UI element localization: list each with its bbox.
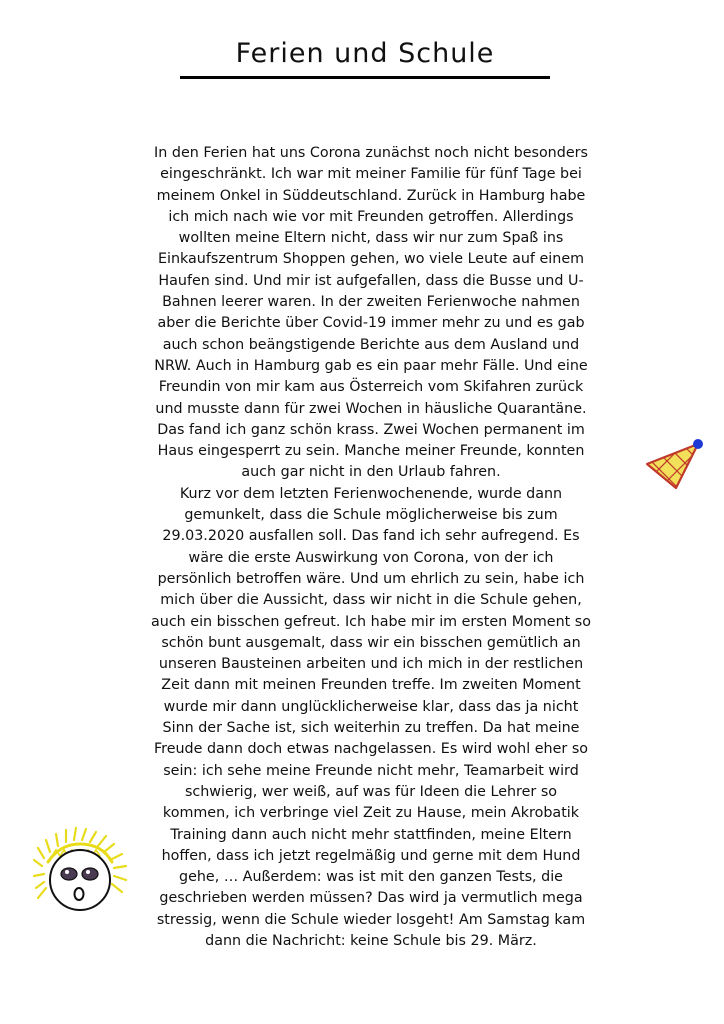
party-hat-icon <box>644 434 706 492</box>
title-underline <box>180 76 550 79</box>
paragraph-1: In den Ferien hat uns Corona zunächst noch nicht besonders eingeschränkt. Ich war mit meiner Familie für fünf Tage bei meinem Onkel in Süddeutschland. Zurück in Hamburg habe ich mich nach wie vor mit Freunden getroffen. Allerdings wollten meine Eltern nicht, dass wir nur zum Spaß ins Einkaufszentrum Shoppen gehen, wo viele Leute auf einem Haufen sind. Und mir ist aufgefallen, dass die Busse und U- Bahnen leerer waren. In der zweiten Ferienwoche nahmen aber die Berichte über Covid-19 immer mehr zu und es gab auch schon beängstigende Berichte aus dem Ausland und NRW. Auch in Hamburg gab es ein paar mehr Fälle. Und eine Freundin von mir kam aus Österreich vom Skifahren zurück und musste dann für zwei Wochen in häusliche Quarantäne. Das fand ich ganz schön krass. Zwei Wochen permanent im Haus eingesperrt zu sein. Manche meiner Freunde, konnten auch gar nicht in den Urlaub fahren. <box>154 145 588 481</box>
surprised-face-icon <box>30 826 130 926</box>
paragraph-2: Kurz vor dem letzten Ferienwochenende, wurde dann gemunkelt, dass die Schule möglicherweise bis zum 29.03.2020 ausfallen soll. Das fand ich sehr aufregend. Es wäre die erste Auswirkung von Corona, von der ich persönlich betroffen wäre. Und um ehrlich zu sein, habe ich mich über die Aussicht, dass wir nicht in die Schule gehen, auch ein bisschen gefreut. Ich habe mir im ersten Moment so schön bunt ausgemalt, dass wir ein bisschen gemütlich an unseren Bausteinen arbeiten und ich mich in der restlichen Zeit dann mit meinen Freunden treffe. Im zweiten Moment wurde mir dann unglücklicherweise klar, dass das ja nicht Sinn der Sache ist, sich weiterhin zu treffen. Da hat meine Freude dann doch etwas nachgelassen. Es wird wohl eher so sein: ich sehe meine Freunde nicht mehr, Teamarbeit wird schwierig, wer weiß, auf was für Ideen die Lehrer so kommen, ich verbringe viel Zeit zu Hause, mein Akrobatik Training dann auch nicht mehr stattfinden, meine Eltern hoffen, dass ich jetzt regelmäßig und gerne mit dem Hund gehe, … Außerdem: was ist mit den ganzen Tests, die geschrieben werden müssen? Das wird ja vermutlich mega stressig, wenn die Schule wieder losgeht! Am Samstag kam dann die Nachricht: keine Schule bis 29. März. <box>151 485 591 949</box>
article-body <box>132 143 610 952</box>
title-block <box>180 38 550 88</box>
page-title: Ferien und Schule <box>235 38 495 69</box>
